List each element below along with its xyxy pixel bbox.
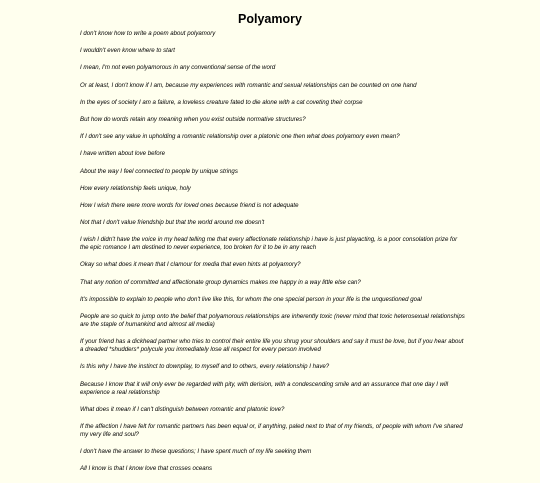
- poem-line: About the way I feel connected to people by unique strings: [80, 167, 238, 175]
- poem-line: I have written about love before: [80, 150, 166, 158]
- poem-line: But how do words retain any meaning when you exist outside normative structures?: [80, 115, 306, 123]
- poem-line: If your friend has a dickhead partner who tries to control their entire life you shrug your shoulders and say it must be love, but if you hear about a dreaded *shudders* polycule you immediately lose all respect for every person involved: [80, 338, 464, 354]
- poem-line: It's impossible to explain to people who don't live like this, for whom the one special person in your life is the unquestioned goal: [80, 295, 422, 303]
- poem-line: I don't have the answer to these questions; I have spent much of my life seeking them: [80, 448, 312, 456]
- poem-line: What does it mean if I can't distinguish between romantic and platonic love?: [80, 405, 285, 413]
- poem-line: Is this why I have the instinct to downplay, to myself and to others, every relationship I have?: [80, 363, 330, 371]
- poem-line: If the affection I have felt for romantic partners has been equal or, if anything, paled next to that of my friends, of people with whom I've shared my very life and soul?: [80, 422, 463, 438]
- page-title: Polyamory: [238, 12, 302, 26]
- poem-line: Or at least, I don't know if I am, because my experiences with romantic and sexual relationships can be counted on one hand: [80, 81, 417, 89]
- poem-line: I don't know how to write a poem about polyamory: [80, 30, 216, 37]
- poem-line: People are so quick to jump onto the belief that polyamorous relationships are inherently toxic (never mind that toxic heterosexual relationships are the staple of humankind and almost all media): [80, 313, 465, 328]
- poem-line: How every relationship feels unique, holy: [80, 184, 191, 192]
- poem-body: [0, 30, 465, 483]
- poem-line: Not that I don't value friendship but that the world around me doesn't: [80, 219, 265, 227]
- poem-line: Okay so what does it mean that I clamour for media that even hints at polyamory?: [80, 261, 301, 269]
- poem-line: I wouldn't even know where to start: [80, 47, 175, 55]
- poem-line: If I don't see any value in upholding a romantic relationship over a platonic one then what does polyamory even mean?: [80, 133, 400, 141]
- poem-line: All I know is that I know love that crosses oceans: [80, 465, 213, 473]
- poem-line: In the eyes of society I am a failure, a loveless creature fated to die alone with a cat coveting their corpse: [80, 98, 363, 106]
- poem-line: Because I know that it will only ever be regarded with pity, with derision, with a condescending smile and an assurance that one day I will experience a real relationship: [80, 380, 449, 396]
- poem-line: That any notion of committed and affectionate group dynamics makes me happy in a way little else can?: [80, 278, 361, 286]
- poem-line: I mean, I'm not even polyamorous in any conventional sense of the word: [80, 64, 276, 72]
- poem-line: How I wish there were more words for loved ones because friend is not adequate: [80, 201, 299, 209]
- poem-line: I wish I didn't have the voice in my head telling me that every affectionate relationship i have is just playacting, is a poor consolation prize for the epic romance I am destined to never experience, too broken for it to be in any reach: [80, 236, 458, 252]
